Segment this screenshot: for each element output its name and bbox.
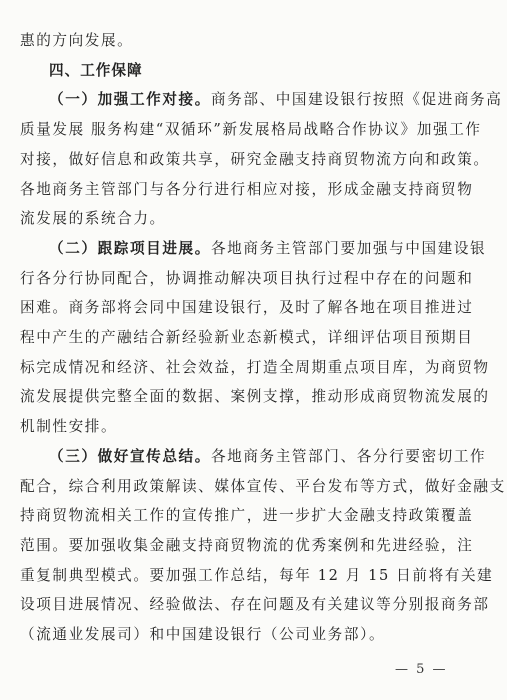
paragraph-line [20,115,482,145]
paragraph-line [20,412,482,442]
line-text: 质量发展 服务构建“双循环”新发展格局战略合作协议》加强工作 [20,121,482,139]
paragraph-line [20,501,482,531]
line-text: 惠的方向发展。 [20,32,134,49]
line-text: 标完成情况和经济、社会效益，打造全周期重点项目库，为商贸物 [20,358,490,376]
line-text: 对接，做好信息和政策共享，研究金融支持商贸物流方向和政策。 [20,150,490,168]
paragraph-line [20,323,482,353]
paragraph-line [20,145,490,175]
subsection-title: （二）跟踪项目进展。 [49,239,211,257]
paragraph-line [20,590,490,620]
paragraph-line [20,442,487,472]
line-text: 流发展的系统合力。 [20,210,166,228]
line-text: 四、工作保障 [49,61,143,79]
subsection-title: （一）加强工作对接。 [49,91,211,109]
paragraph-line [20,620,482,650]
paragraph-line [20,264,482,294]
line-text: 程中产生的产融结合新经验新业态新模式，详细评估项目预期目 [20,329,474,347]
paragraph-line [20,353,490,383]
line-text: 重复制典型模式。要加强工作总结，每年 12 月 15 日前将有关建 [20,566,494,584]
line-text: （流通业发展司）和中国建设银行（公司业务部）。 [20,626,386,644]
paragraph-line [20,531,482,561]
paragraph-line [20,293,482,323]
paragraph-line [20,472,506,502]
line-text: 持商贸物流相关工作的宣传推广，进一步扩大金融支持政策覆盖 [20,507,474,525]
line-text: 范围。要加强收集金融支持商贸物流的优秀案例和先进经验，注 [20,536,474,554]
line-text: 困难。商务部将会同中国建设银行，及时了解各地在项目推进过 [20,299,474,317]
line-text: 设项目进展情况、经验做法、存在问题及有关建议等分别报商务部 [20,596,490,614]
line-text: 各地商务主管部门与各分行进行相应对接，形成金融支持商贸物 [20,180,474,198]
paragraph-line [20,204,482,234]
line-text: 各地商务主管部门、各分行要密切工作 [210,447,487,465]
line-text: 各地商务主管部门要加强与中国建设银 [210,239,487,257]
line-text: 行各分行协同配合，协调推动解决项目执行过程中存在的问题和 [20,269,474,287]
paragraph-line [20,26,482,56]
line-text: 流发展提供完整全面的数据、案例支撑，推动形成商贸物流发展的 [20,388,490,406]
line-text: 商务部、中国建设银行按照《促进商务高 [210,91,503,109]
paragraph-line [20,234,487,264]
section-heading [20,56,482,86]
page-number: — 5 — [395,662,448,677]
paragraph-line [20,85,503,115]
paragraph-line [20,561,494,591]
subsection-title: （三）做好宣传总结。 [49,447,211,465]
line-text: 机制性安排。 [20,418,118,436]
paragraph-line [20,382,490,412]
paragraph-line [20,175,482,205]
line-text: 配合，综合利用政策解读、媒体宣传、平台发布等方式，做好金融支 [20,477,506,495]
document-page [20,26,506,650]
